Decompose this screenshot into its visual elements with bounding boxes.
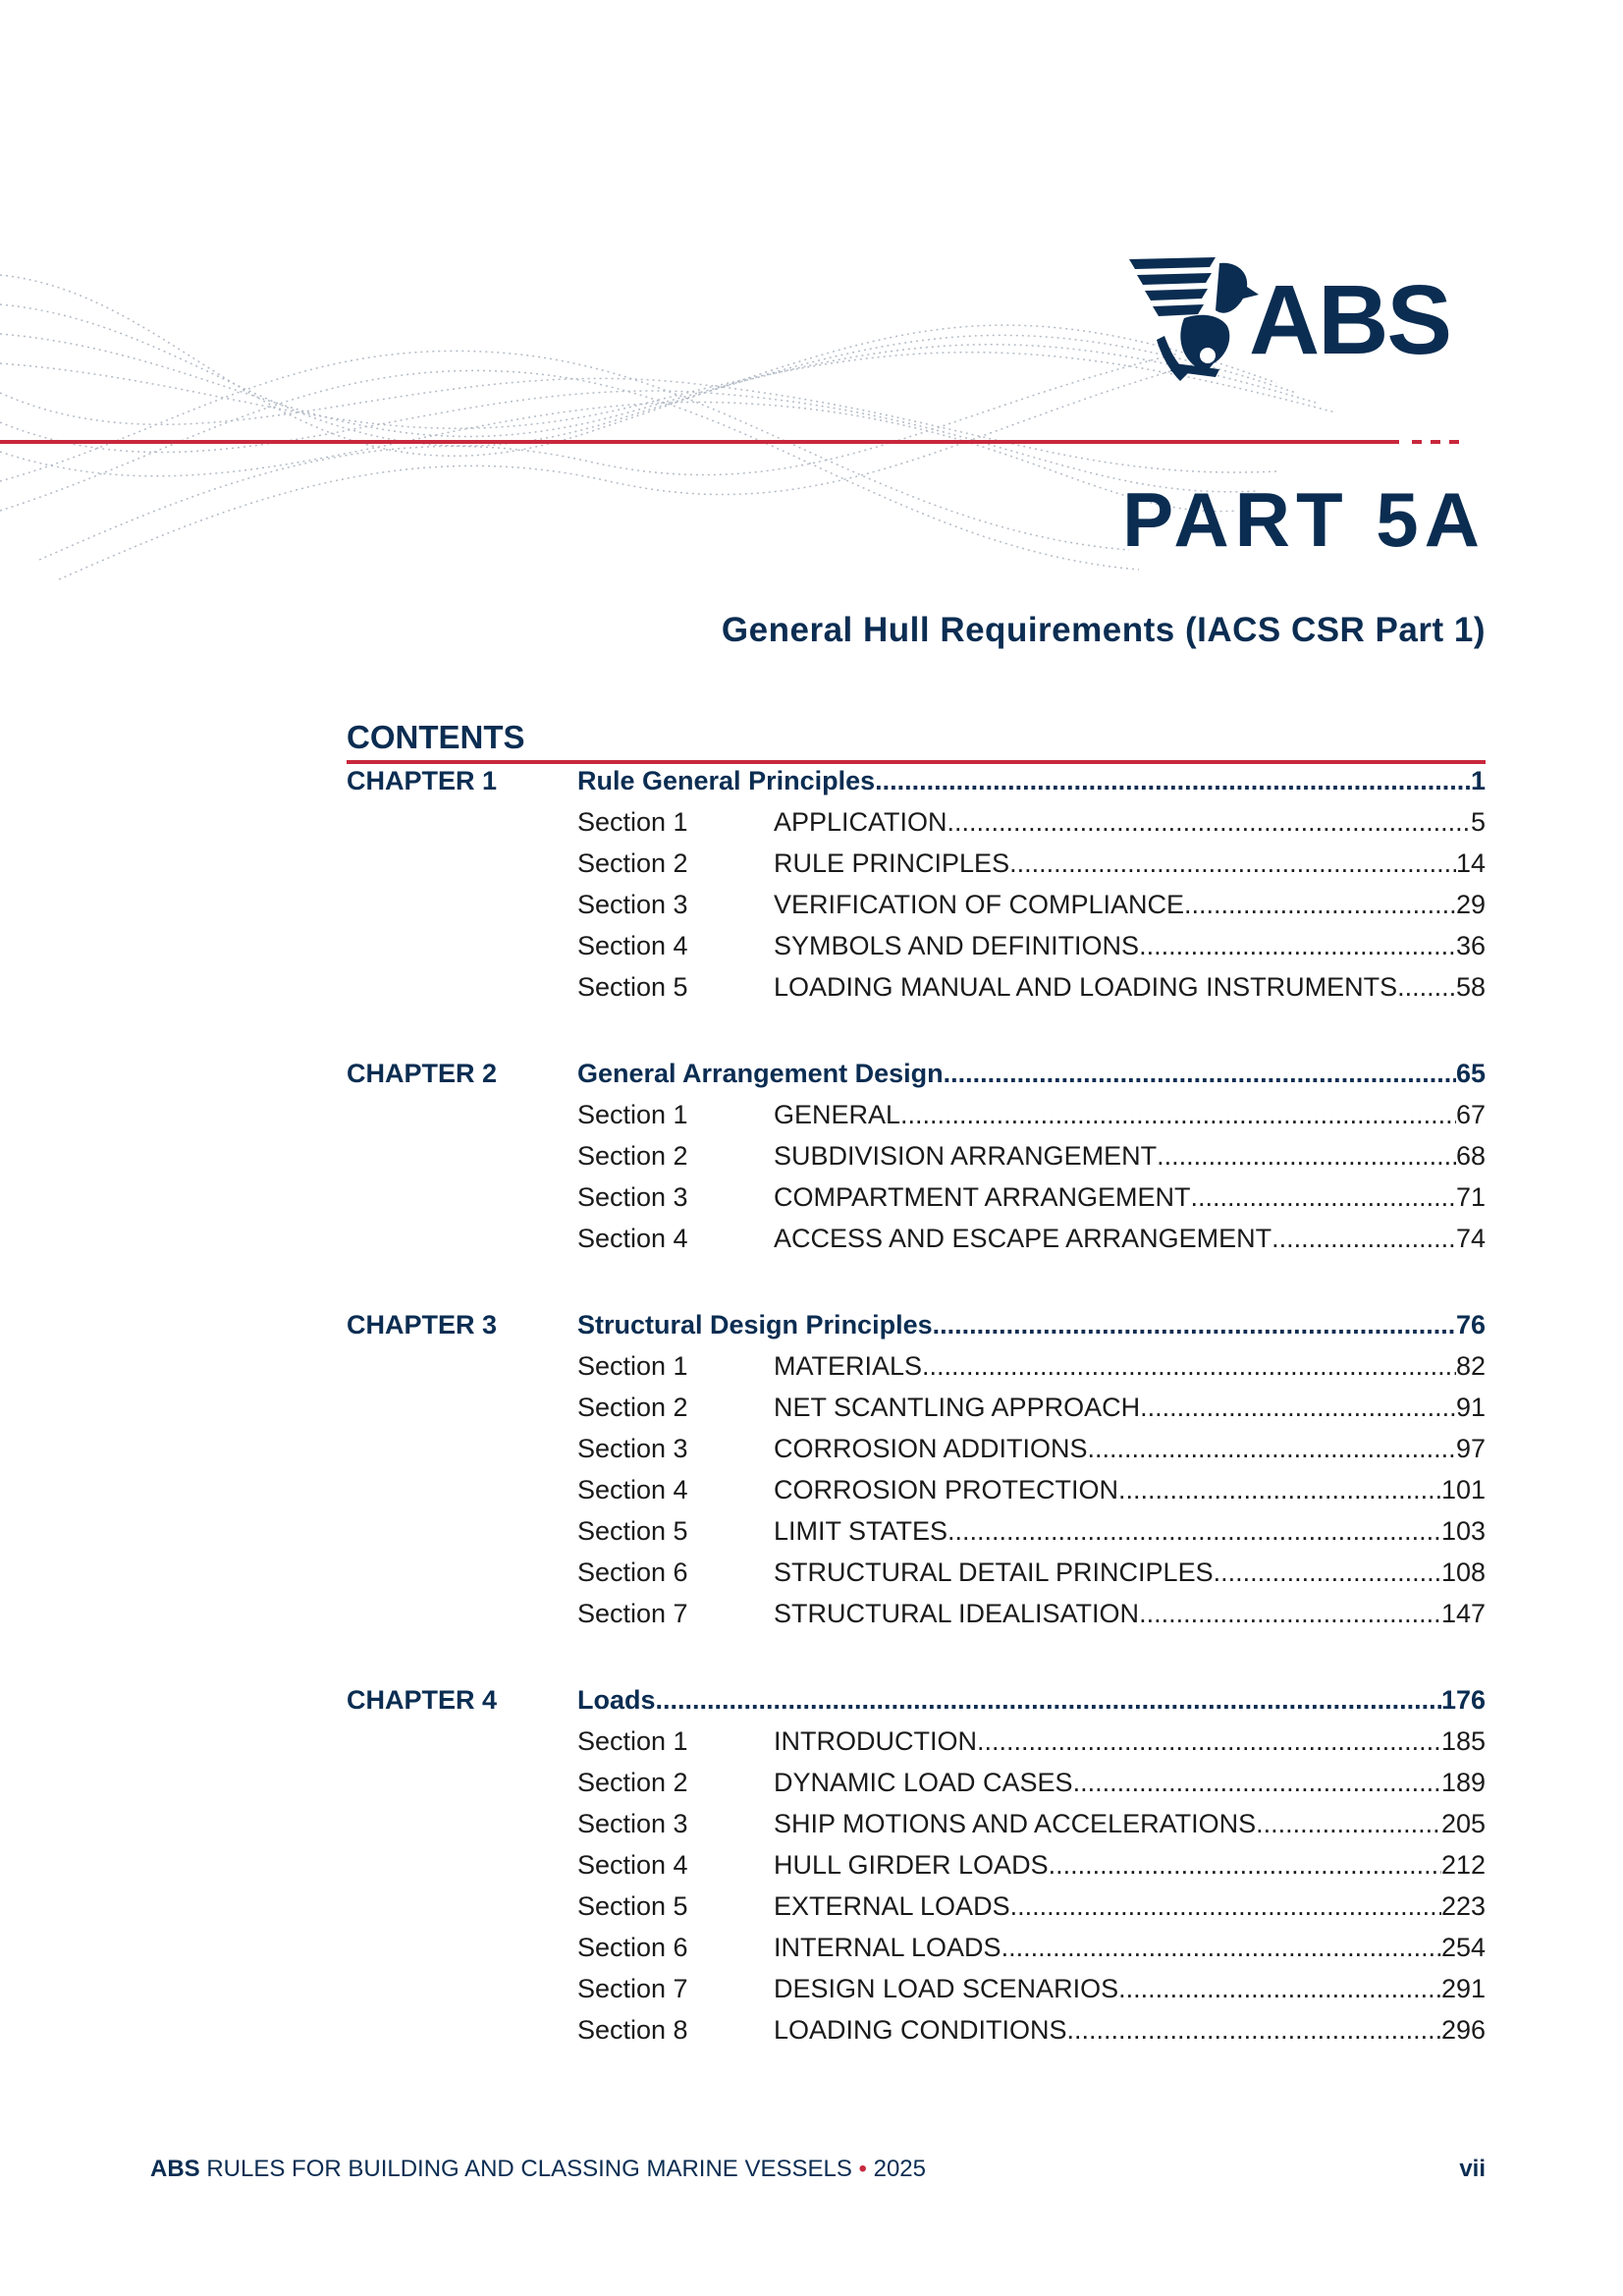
dot-leader — [1067, 2015, 1441, 2046]
footer-year: 2025 — [873, 2156, 926, 2182]
section-title[interactable]: MATERIALS — [774, 1351, 923, 1381]
section-page: 291 — [1440, 1974, 1486, 2003]
section-page: 189 — [1440, 1768, 1486, 1797]
dot-leader — [922, 1351, 1456, 1382]
footer-title: RULES FOR BUILDING AND CLASSING MARINE VESSELS — [206, 2156, 852, 2182]
section-title[interactable]: CORROSION PROTECTION — [774, 1475, 1119, 1504]
section-page: 67 — [1455, 1100, 1486, 1129]
chapter-entry[interactable] — [347, 1310, 1486, 1351]
section-entry[interactable] — [347, 1351, 1486, 1393]
section-entry[interactable] — [347, 1933, 1486, 1974]
section-page: 101 — [1440, 1475, 1486, 1504]
section-label: Section 2 — [577, 1768, 688, 1797]
section-title[interactable]: NET SCANTLING APPROACH — [774, 1393, 1141, 1422]
chapter-title[interactable]: Loads — [577, 1685, 656, 1715]
section-page: 14 — [1455, 848, 1486, 878]
section-entry[interactable] — [347, 807, 1486, 848]
part-title: PART 5A — [1122, 476, 1486, 563]
page-number: vii — [1459, 2156, 1486, 2182]
section-title[interactable]: LOADING CONDITIONS — [774, 2015, 1067, 2045]
contents-red-rule — [347, 760, 1486, 764]
dot-leader — [1139, 1599, 1441, 1629]
chapter-label: CHAPTER 4 — [347, 1685, 498, 1715]
part-subtitle: General Hull Requirements (IACS CSR Part 1) — [721, 611, 1486, 649]
section-entry[interactable] — [347, 1141, 1486, 1182]
section-title[interactable]: DYNAMIC LOAD CASES — [774, 1768, 1073, 1797]
dot-leader — [944, 1059, 1456, 1089]
chapter-3 — [347, 1310, 1486, 1640]
section-label: Section 6 — [577, 1558, 688, 1587]
section-title[interactable]: SUBDIVISION ARRANGEMENT — [774, 1141, 1158, 1171]
dot-leader — [1073, 1768, 1441, 1798]
header-red-dashes — [1412, 440, 1459, 444]
dot-leader — [1256, 1809, 1441, 1839]
section-title[interactable]: LIMIT STATES — [774, 1516, 948, 1546]
section-entry[interactable] — [347, 848, 1486, 890]
section-entry[interactable] — [347, 2015, 1486, 2056]
section-entry[interactable] — [347, 1891, 1486, 1933]
chapter-title[interactable]: Structural Design Principles — [577, 1310, 933, 1339]
section-label: Section 3 — [577, 1434, 688, 1463]
section-entry[interactable] — [347, 1974, 1486, 2015]
chapter-title[interactable]: Rule General Principles — [577, 766, 876, 795]
section-page: 147 — [1440, 1599, 1486, 1628]
section-label: Section 7 — [577, 1599, 688, 1628]
section-entry[interactable] — [347, 1809, 1486, 1850]
dot-leader — [900, 1100, 1456, 1130]
chapter-1 — [347, 766, 1486, 1013]
section-label: Section 2 — [577, 1141, 688, 1171]
section-label: Section 1 — [577, 1100, 688, 1129]
section-title[interactable]: GENERAL — [774, 1100, 901, 1129]
dot-leader — [933, 1310, 1456, 1340]
chapter-entry[interactable] — [347, 1685, 1486, 1726]
section-page: 71 — [1455, 1182, 1486, 1212]
dot-leader — [1088, 1434, 1456, 1464]
chapter-page: 1 — [1470, 766, 1486, 795]
section-page: 82 — [1455, 1351, 1486, 1381]
section-title[interactable]: VERIFICATION OF COMPLIANCE — [774, 890, 1185, 919]
chapter-title[interactable]: General Arrangement Design — [577, 1059, 944, 1088]
section-page: 5 — [1470, 807, 1486, 837]
chapter-entry[interactable] — [347, 1059, 1486, 1100]
section-page: 97 — [1455, 1434, 1486, 1463]
section-entry[interactable] — [347, 931, 1486, 972]
section-title[interactable]: APPLICATION — [774, 807, 947, 837]
section-label: Section 2 — [577, 1393, 688, 1422]
section-page: 29 — [1455, 890, 1486, 919]
section-label: Section 5 — [577, 1516, 688, 1546]
section-entry[interactable] — [347, 1475, 1486, 1516]
chapter-page: 76 — [1455, 1310, 1486, 1339]
section-title[interactable]: SYMBOLS AND DEFINITIONS — [774, 931, 1140, 960]
section-title[interactable]: ACCESS AND ESCAPE ARRANGEMENT — [774, 1224, 1272, 1253]
table-of-contents — [347, 766, 1486, 2102]
section-page: 74 — [1455, 1224, 1486, 1253]
dot-leader — [1214, 1558, 1441, 1588]
section-page: 68 — [1455, 1141, 1486, 1171]
section-label: Section 4 — [577, 1224, 688, 1253]
chapter-label: CHAPTER 3 — [347, 1310, 498, 1339]
dot-leader — [1049, 1850, 1441, 1881]
page-footer — [150, 2156, 1486, 2183]
chapter-entry[interactable] — [347, 766, 1486, 807]
section-entry[interactable] — [347, 1768, 1486, 1809]
section-page: 296 — [1440, 2015, 1486, 2045]
section-title[interactable]: STRUCTURAL DETAIL PRINCIPLES — [774, 1558, 1214, 1587]
logo-wordmark: ABS — [1249, 265, 1451, 375]
dot-leader — [1397, 972, 1456, 1003]
section-entry[interactable] — [347, 1558, 1486, 1599]
section-entry[interactable] — [347, 1224, 1486, 1265]
dot-leader — [1009, 848, 1456, 879]
section-label: Section 3 — [577, 890, 688, 919]
section-entry[interactable] — [347, 1599, 1486, 1640]
section-entry[interactable] — [347, 1393, 1486, 1434]
dot-leader — [1118, 1475, 1441, 1505]
section-label: Section 3 — [577, 1182, 688, 1212]
dot-leader — [1001, 1933, 1441, 1963]
footer-publication — [150, 2156, 926, 2183]
section-label: Section 1 — [577, 1351, 688, 1381]
section-title[interactable]: HULL GIRDER LOADS — [774, 1850, 1049, 1880]
section-page: 185 — [1440, 1726, 1486, 1756]
section-page: 36 — [1455, 931, 1486, 960]
section-page: 254 — [1440, 1933, 1486, 1962]
section-entry[interactable] — [347, 972, 1486, 1013]
section-label: Section 5 — [577, 972, 688, 1002]
section-label: Section 1 — [577, 807, 688, 837]
section-title[interactable]: STRUCTURAL IDEALISATION — [774, 1599, 1140, 1628]
section-title[interactable]: DESIGN LOAD SCENARIOS — [774, 1974, 1119, 2003]
section-page: 223 — [1440, 1891, 1486, 1921]
dot-leader — [1271, 1224, 1456, 1254]
dot-leader — [1010, 1891, 1441, 1922]
chapter-2 — [347, 1059, 1486, 1265]
section-label: Section 2 — [577, 848, 688, 878]
section-title[interactable]: INTERNAL LOADS — [774, 1933, 1001, 1962]
dot-leader — [1157, 1141, 1456, 1172]
dot-leader — [1140, 1393, 1456, 1423]
section-entry[interactable] — [347, 1516, 1486, 1558]
contents-heading: CONTENTS — [347, 719, 525, 755]
section-entry[interactable] — [347, 1182, 1486, 1224]
chapter-label: CHAPTER 1 — [347, 766, 498, 795]
section-page: 103 — [1440, 1516, 1486, 1546]
section-label: Section 5 — [577, 1891, 688, 1921]
section-title[interactable]: EXTERNAL LOADS — [774, 1891, 1010, 1921]
header-red-rule — [0, 440, 1399, 444]
section-entry[interactable] — [347, 1434, 1486, 1475]
section-label: Section 7 — [577, 1974, 688, 2003]
dot-leader — [656, 1685, 1441, 1716]
dot-leader — [947, 1516, 1441, 1547]
eagle-icon — [1125, 253, 1263, 387]
chapter-page: 65 — [1455, 1059, 1486, 1088]
chapter-label: CHAPTER 2 — [347, 1059, 498, 1088]
dot-leader — [1118, 1974, 1441, 2004]
dot-leader — [977, 1726, 1441, 1757]
chapter-4 — [347, 1685, 1486, 2056]
section-entry[interactable] — [347, 1726, 1486, 1768]
section-label: Section 4 — [577, 1475, 688, 1504]
section-title[interactable]: SHIP MOTIONS AND ACCELERATIONS — [774, 1809, 1257, 1838]
footer-brand: ABS — [150, 2156, 200, 2182]
abs-logo — [1125, 253, 1450, 387]
section-label: Section 8 — [577, 2015, 688, 2045]
footer-separator: • — [858, 2156, 867, 2182]
section-label: Section 3 — [577, 1809, 688, 1838]
section-page: 205 — [1440, 1809, 1486, 1838]
section-page: 91 — [1455, 1393, 1486, 1422]
section-label: Section 4 — [577, 931, 688, 960]
section-title[interactable]: RULE PRINCIPLES — [774, 848, 1010, 878]
section-title[interactable]: LOADING MANUAL AND LOADING INSTRUMENTS — [774, 972, 1398, 1002]
chapter-page: 176 — [1440, 1685, 1486, 1715]
section-page: 108 — [1440, 1558, 1486, 1587]
section-page: 58 — [1455, 972, 1486, 1002]
dot-leader — [1139, 931, 1456, 961]
section-page: 212 — [1440, 1850, 1486, 1880]
section-entry[interactable] — [347, 1100, 1486, 1141]
section-entry[interactable] — [347, 890, 1486, 931]
dot-leader — [1184, 890, 1456, 920]
dot-leader — [947, 807, 1471, 838]
section-title[interactable]: CORROSION ADDITIONS — [774, 1434, 1088, 1463]
section-title[interactable]: INTRODUCTION — [774, 1726, 977, 1756]
dot-leader — [875, 766, 1471, 796]
section-label: Section 4 — [577, 1850, 688, 1880]
section-title[interactable]: COMPARTMENT ARRANGEMENT — [774, 1182, 1191, 1212]
section-label: Section 1 — [577, 1726, 688, 1756]
section-label: Section 6 — [577, 1933, 688, 1962]
section-entry[interactable] — [347, 1850, 1486, 1891]
dot-leader — [1191, 1182, 1456, 1213]
